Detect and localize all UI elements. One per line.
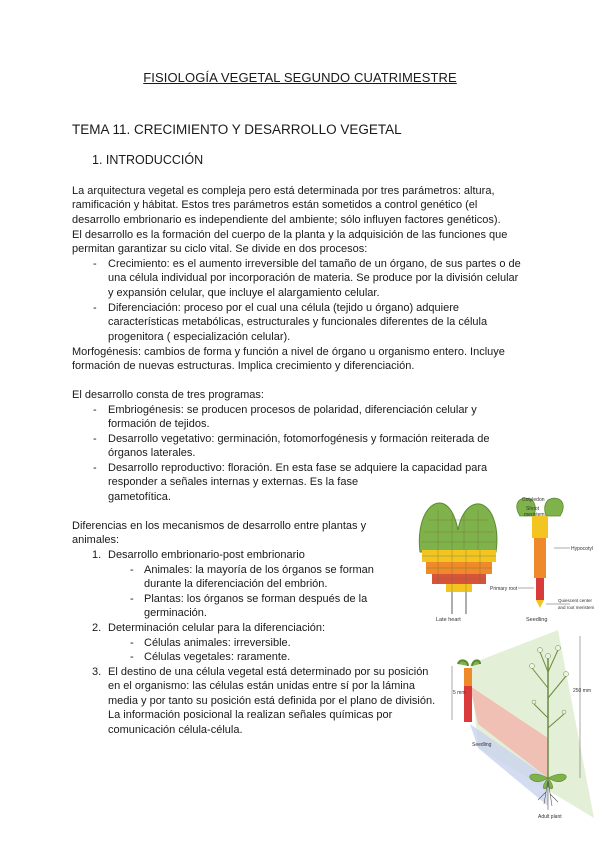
label-primary-root: Primary root <box>490 586 518 592</box>
list-number: 3. <box>92 666 102 678</box>
diffs-line: Diferencias en los mecanismos de desarrollo entre plantas y <box>72 520 367 532</box>
label-quiescent: Quiescent center <box>558 598 593 603</box>
item1-line: Plantas: los órganos se forman después de la <box>144 593 368 605</box>
embrio-line: Embriogénesis: se producen procesos de polaridad, diferenciación celular y <box>108 404 477 416</box>
intro-line: El desarrollo es la formación del cuerpo de la planta y la adquisición de las funciones que <box>72 229 508 241</box>
item3-line: en el organismo: las células están unidas entre sí por la lámina <box>108 680 415 692</box>
diffs-line: animales: <box>72 534 120 546</box>
programs-intro: El desarrollo consta de tres programas: <box>72 389 264 401</box>
bullet-dash: - <box>130 564 134 576</box>
crecimiento-line: Crecimiento: es el aumento irreversible del tamaño de un órgano, de sus partes o de <box>108 258 521 270</box>
item3-line: La información posicional la realizan señales químicas por <box>108 709 393 721</box>
item2-title: Determinación celular para la diferenciación: <box>108 622 326 634</box>
item1-line: germinación. <box>144 607 207 619</box>
bullet-dash: - <box>93 462 97 474</box>
bullet-dash: - <box>93 404 97 416</box>
label-seedling-small: Seedling <box>472 742 492 748</box>
intro-line: La arquitectura vegetal es compleja pero está determinada por tres parámetros: altura, <box>72 185 495 197</box>
repro-line: Desarrollo reproductivo: floración. En esta fase se adquiere la capacidad para <box>108 462 488 474</box>
label-meristem: meristem <box>524 512 545 518</box>
list-number: 2. <box>92 622 102 634</box>
morfo-line: formación de nuevas estructuras. Implica crecimiento y diferenciación. <box>72 360 415 372</box>
item1-title: Desarrollo embrionario-post embrionario <box>108 549 305 561</box>
bullet-dash: - <box>93 302 97 314</box>
item3-line: comunicación célula-célula. <box>108 724 243 736</box>
topic-heading: TEMA 11. CRECIMIENTO Y DESARROLLO VEGETAL <box>72 122 402 137</box>
plant-growth-figure <box>448 628 598 824</box>
embryo-seedling-figure <box>408 490 600 626</box>
item1-line: Animales: la mayoría de los órganos se forman <box>144 564 374 576</box>
section-heading: 1. INTRODUCCIÓN <box>92 153 204 167</box>
label-adult-plant: Adult plant <box>538 814 562 820</box>
repro-line: gametofítica. <box>108 491 171 503</box>
list-number: 1. <box>92 549 102 561</box>
crecimiento-line: y expansión celular, que incluye el alargamiento celular. <box>108 287 380 299</box>
label-250mm: 250 mm <box>573 688 592 694</box>
item2-line: Células vegetales: raramente. <box>144 651 291 663</box>
intro-line: desarrollo embrionario es independiente del ambiente; sólo influyen factores genéticos). <box>72 214 501 226</box>
repro-line: responder a señales internas y externas. Es la fase <box>108 476 359 488</box>
label-hypocotyl: Hypocotyl <box>571 546 593 552</box>
vege-line: Desarrollo vegetativo: germinación, fotomorfogénesis y formación reiterada de <box>108 433 490 445</box>
label-cotyledon: Cotyledon <box>522 497 545 503</box>
crecimiento-line: una célula individual por incorporación de materia. Se produce por la división celular <box>108 272 519 284</box>
diferenciacion-line: características metabólicas, estructurales y funcionales diferentes de la célula <box>108 316 488 328</box>
item2-line: Células animales: irreversible. <box>144 637 291 649</box>
item3-line: El destino de una célula vegetal está determinado por su posición <box>108 666 429 678</box>
morfo-line: Morfogénesis: cambios de forma y función a nivel de órgano u organismo entero. Incluye <box>72 346 505 358</box>
heart-embryo-illustration <box>419 503 497 614</box>
intro-line: permitan garantizar su ciclo vital. Se divide en dos procesos: <box>72 243 368 255</box>
vege-line: órganos laterales. <box>108 447 196 459</box>
embrio-line: formación de tejidos. <box>108 418 210 430</box>
bullet-dash: - <box>130 593 134 605</box>
label-seedling: Seedling <box>526 617 548 623</box>
label-5mm: 5 mm <box>453 690 466 696</box>
intro-line: ramificación y hábitat. Estos tres parámetros están sometidos a control genético (el <box>72 199 478 211</box>
bullet-dash: - <box>93 433 97 445</box>
label-late-heart: Late heart <box>436 617 461 623</box>
document-title: FISIOLOGÍA VEGETAL SEGUNDO CUATRIMESTRE <box>143 70 457 85</box>
diferenciacion-line: Diferenciación: proceso por el cual una célula (tejido u órgano) adquiere <box>108 302 459 314</box>
item1-line: durante la diferenciación del embrión. <box>144 578 328 590</box>
bullet-dash: - <box>130 637 134 649</box>
bullet-dash: - <box>93 258 97 270</box>
diferenciacion-line: progenitora ( especialización celular). <box>108 331 291 343</box>
label-root-meristem: and root meristem <box>558 605 595 610</box>
label-shoot: Shoot <box>526 506 540 512</box>
bullet-dash: - <box>130 651 134 663</box>
item3-line: media y por tanto su posición está definida por el plano de división. <box>108 695 436 707</box>
